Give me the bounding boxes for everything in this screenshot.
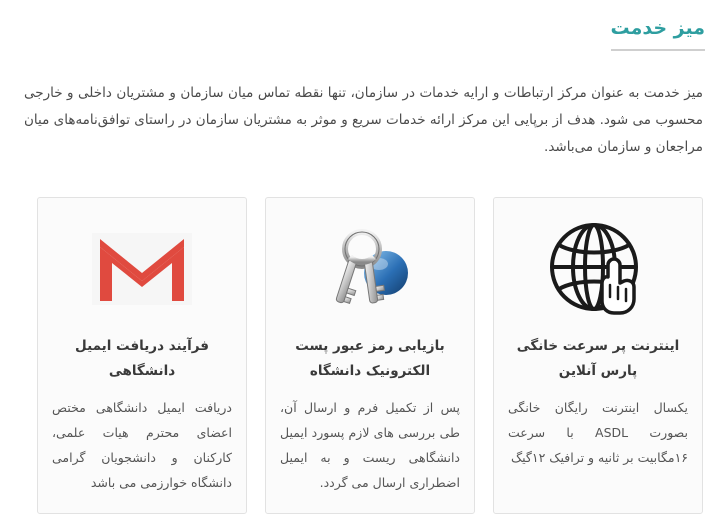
gmail-icon [52,214,232,324]
service-card-internet[interactable] [493,197,703,514]
service-card-university-email[interactable] [37,197,247,514]
intro-paragraph: میز خدمت به عنوان مرکز ارتباطات و ارایه خدمات در سازمان، تنها نقطه تماس میان سازمان و مشتریان داخلی و خارجی محسوب می شود. هدف از برپایی این مرکز ارائه خدمات سریع و موثر به مشتریان سازمان در راستای توافق‌نامه‌های میان مراجعان و سازمان می‌باشد. [24,85,703,155]
card-text: دریافت ایمیل دانشگاهی مختص اعضای محترم هیات علمی، کارکنان و دانشجویان گرامی دانشگاه خوارزمی می باشد [52,399,232,490]
card-text: پس از تکمیل فرم و ارسال آن، طی بررسی های لازم پسورد ایمیل دانشگاهی ریست و به ایمیل اضطراری ارسال می گردد. [280,399,460,490]
service-card-password-reset[interactable] [265,197,475,514]
card-title: فرآیند دریافت ایمیل دانشگاهی [75,337,209,380]
keys-icon [280,214,460,324]
card-title: بازیابی رمز عبور پست الکترونیک دانشگاه [295,337,445,380]
page-title: میز خدمت [611,14,706,51]
globe-click-icon [508,214,688,324]
page-title-container [0,0,727,51]
card-text: یکسال اینترنت رایگان خانگی بصورت ASDL با سرعت ۱۶مگابیت بر ثانیه و ترافیک ۱۲گیگ [508,399,688,465]
service-cards-container [0,175,727,514]
card-title: اینترنت پر سرعت خانگی پارس آنلاین [516,337,680,380]
